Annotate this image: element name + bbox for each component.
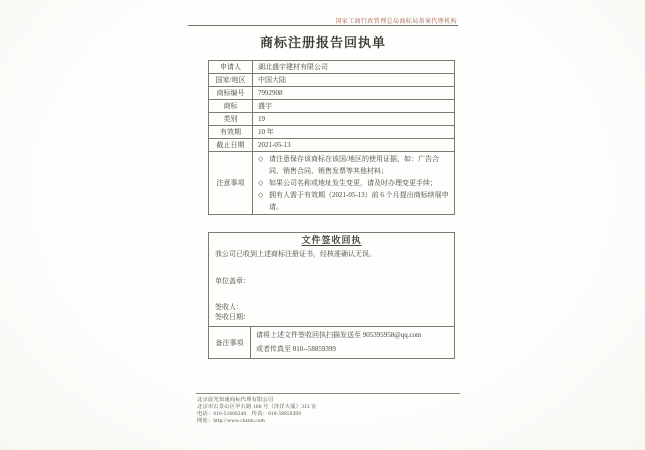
table-row [209,113,455,126]
row-label-trademark-number: 商标编号 [209,87,253,100]
trademark-info-table [208,60,455,215]
table-row [209,61,455,74]
remarks-label: 备注事项 [209,327,251,358]
row-label-trademark: 商标 [209,100,253,113]
row-value-trademark-number: 7992908 [253,87,455,100]
diamond-bullet-icon: ◇ [258,155,264,163]
table-row [209,139,455,152]
row-label-expiry-date: 截止日期 [209,139,253,152]
table-row [209,126,455,139]
row-label-country: 国家/地区 [209,74,253,87]
table-row [209,87,455,100]
notice-item [258,189,449,213]
notice-item [258,153,449,177]
notice-row [209,152,455,215]
row-value-country: 中国大陆 [253,74,455,87]
footer-website: 网址：http://www.chstm.com [197,418,265,424]
company-stamp-label: 单位盖章： [215,277,250,285]
signer-label: 签收人： [215,303,243,311]
notice-list [253,152,455,215]
footer-address: 北京市石景山区甲石路 166 号（泽洋大厦）313 室 [197,404,317,410]
diamond-bullet-icon: ◇ [258,191,264,199]
table-row [209,74,455,87]
sign-date-label: 签收日期： [215,313,250,321]
row-value-applicant: 湖北盛宇建材有限公司 [253,61,455,74]
footer-rule [196,393,460,394]
remarks-row [209,326,454,358]
notice-text: 拥有人需于有效期（2021-05-13）前 6 个月提出商标续展申请。 [269,191,449,211]
table-row [209,100,455,113]
row-label-applicant: 申请人 [209,61,253,74]
diamond-bullet-icon: ◇ [258,179,264,187]
row-value-expiry-date: 2021-05-13 [253,139,455,152]
row-label-validity: 有效期 [209,126,253,139]
footer-phone-fax: 电话：010-51666240 传真：010-58859399 [197,411,302,417]
row-value-validity: 10 年 [253,126,455,139]
notice-item [258,177,449,189]
row-label-notices: 注意事项 [209,152,253,215]
receipt-title [209,233,454,246]
notice-text: 请注意保存该商标在该国/地区的使用证据，如：广告合同、销售合同、销售发票等其他材料； [269,155,439,175]
receipt-statement: 我公司已收到上述商标注册证书，经核准确认无误。 [215,250,376,258]
footer-company-name: 北京晨光知通商标代理有限公司 [197,397,274,403]
row-label-class: 类别 [209,113,253,126]
row-value-class: 19 [253,113,455,126]
remarks-content [251,327,454,358]
receipt-title-text: 文件签收回执 [301,235,362,245]
receipt-section [208,232,455,359]
row-value-trademark: 盛宇 [253,100,455,113]
page-title: 商标注册报告回执单 [259,35,386,50]
agency-filing-line: 国家工商行政管理总局商标局备案代理机构 [335,19,457,25]
remarks-line-fax: 或者传真至 010--58859399 [256,345,336,353]
remarks-line-email: 请将上述文件签收回执扫描发送至 905395958@qq.com [256,331,422,339]
notice-text: 如果公司名称或地址发生变更，请及时办理变更手续； [269,179,437,187]
header-rule [188,25,458,26]
